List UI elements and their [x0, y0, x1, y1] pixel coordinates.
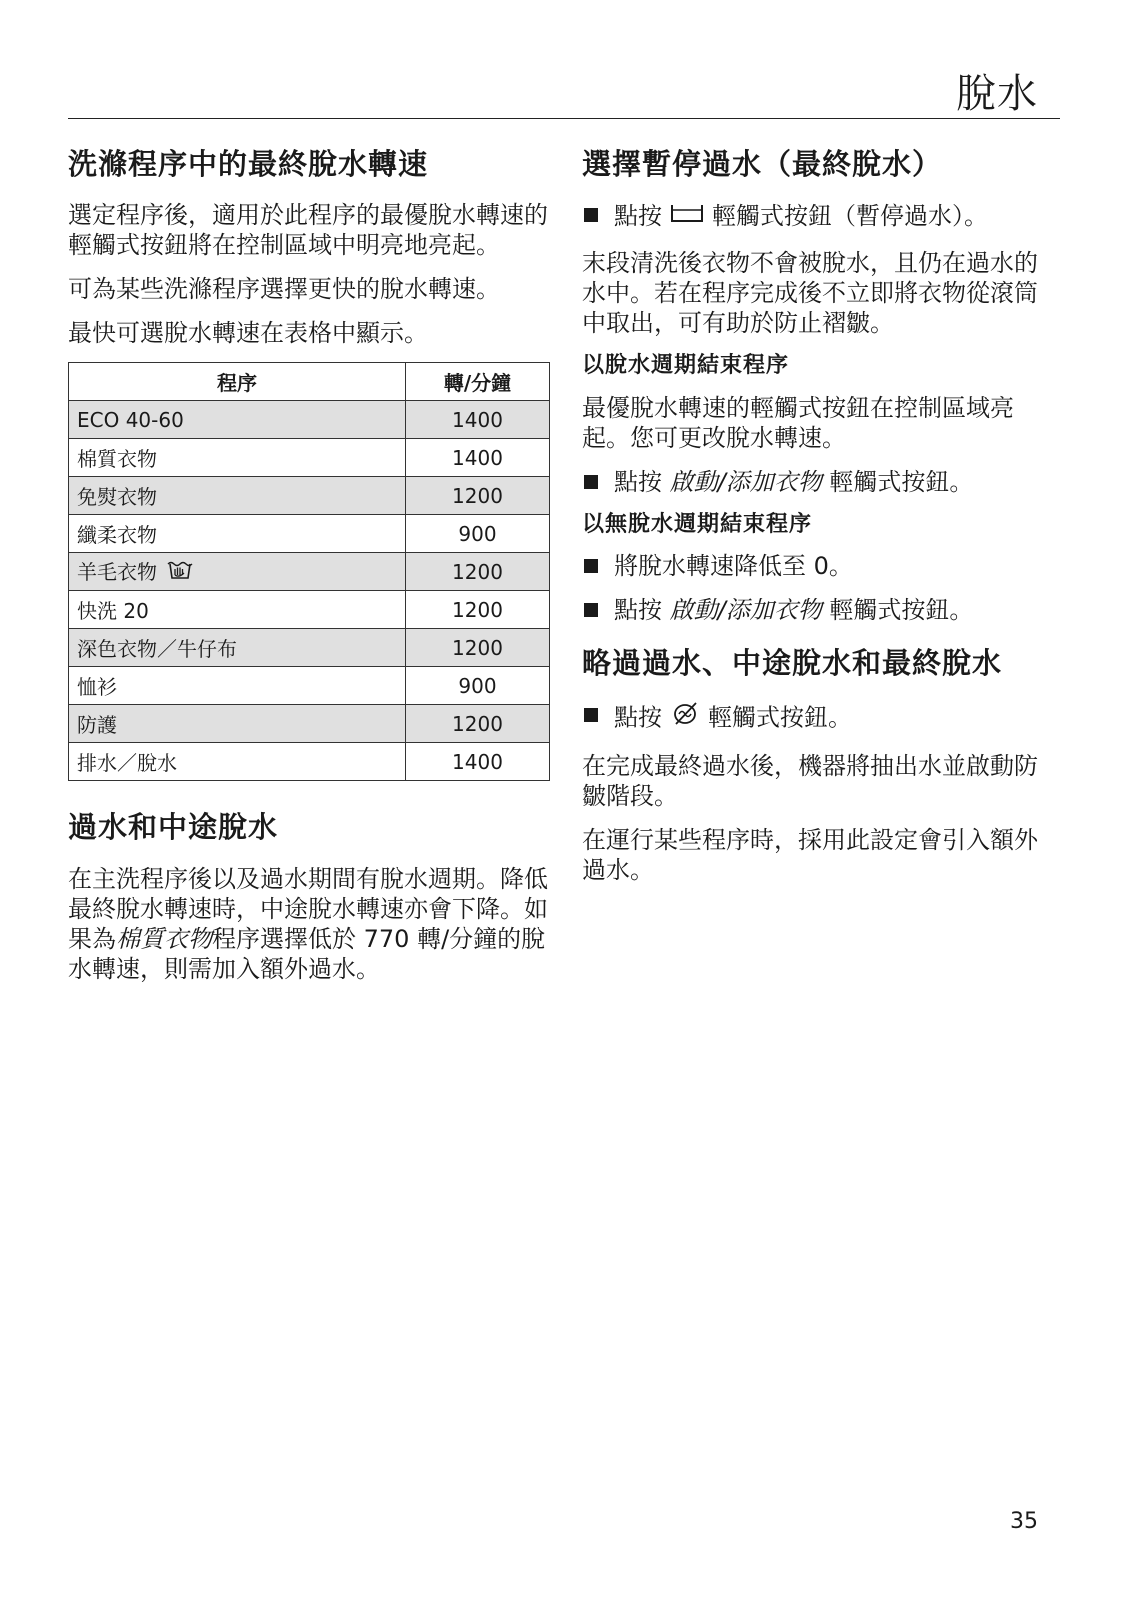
table-row	[69, 705, 550, 743]
column-header-program: 程序	[69, 363, 406, 401]
spin-speed-table	[68, 362, 550, 781]
subheading-end-without-spin: 以無脫水週期結束程序	[582, 511, 813, 537]
table-row	[69, 401, 550, 439]
table-row	[69, 591, 550, 629]
rpm-cell: 1400	[406, 743, 550, 781]
program-cell: 快洗 20	[69, 591, 406, 629]
table-row	[69, 629, 550, 667]
section-heading-rinse-interim-spin: 過水和中途脫水	[68, 810, 279, 845]
paragraph: 在運行某些程序時，採用此設定會引入額外過水。	[582, 825, 1038, 884]
rpm-cell: 1200	[406, 629, 550, 667]
bullet-text-post: 輕觸式按鈕。	[829, 467, 974, 496]
bullet-text-pre: 點按	[614, 202, 662, 231]
rpm-cell: 1200	[406, 591, 550, 629]
program-cell: 排水／脫水	[69, 743, 406, 781]
subheading-end-with-spin: 以脫水週期結束程序	[582, 353, 790, 379]
rpm-cell: 900	[406, 515, 550, 553]
rpm-cell: 1200	[406, 477, 550, 515]
table-row	[69, 439, 550, 477]
instruction-bullet	[582, 200, 1052, 234]
instruction-bullet	[582, 551, 1052, 581]
bullet-square-icon	[584, 208, 598, 222]
wool-handwash-icon	[167, 558, 193, 585]
program-label: 羊毛衣物	[77, 559, 157, 584]
program-name-emphasis: 棉質衣物	[116, 924, 212, 953]
header-rule	[68, 118, 1060, 119]
rpm-cell: 1200	[406, 553, 550, 591]
section-heading-rinse-hold: 選擇暫停過水（最終脫水）	[582, 147, 943, 181]
paragraph	[68, 864, 550, 984]
bullet-text	[614, 467, 973, 497]
program-cell: ECO 40-60	[69, 401, 406, 439]
rinse-hold-icon	[670, 200, 704, 230]
button-name-emphasis: 啟動/添加衣物	[669, 596, 822, 625]
rpm-cell: 1400	[406, 401, 550, 439]
bullet-square-icon	[584, 603, 598, 617]
left-column	[68, 146, 550, 998]
program-cell: 棉質衣物	[69, 439, 406, 477]
bullet-square-icon	[584, 475, 598, 489]
instruction-bullet	[582, 595, 1052, 625]
bullet-text	[614, 700, 852, 737]
bullet-text-post: 輕觸式按鈕。	[829, 596, 974, 625]
table-row	[69, 553, 550, 591]
table-row	[69, 477, 550, 515]
instruction-bullet	[582, 700, 1052, 737]
paragraph: 末段清洗後衣物不會被脫水，且仍在過水的水中。若在程序完成後不立即將衣物從滾筒中取出，可有助於防止褶皺。	[582, 249, 1038, 338]
bullet-square-icon	[584, 708, 598, 722]
program-cell: 恤衫	[69, 667, 406, 705]
program-cell: 免熨衣物	[69, 477, 406, 515]
paragraph: 在完成最終過水後，機器將抽出水並啟動防皺階段。	[582, 751, 1038, 810]
page-header-title: 脫水	[956, 71, 1038, 117]
bullet-text-pre: 點按	[614, 467, 662, 496]
table-header-row	[69, 363, 550, 401]
paragraph: 最快可選脫水轉速在表格中顯示。	[68, 319, 428, 348]
program-cell: 深色衣物／牛仔布	[69, 629, 406, 667]
table-row	[69, 743, 550, 781]
right-column	[582, 146, 1052, 899]
program-cell	[69, 553, 406, 591]
paragraph-text: 程序選擇低於 770 轉/分鐘的脫水轉速，則需加入額外過水。	[68, 924, 546, 983]
instruction-bullet	[582, 467, 1052, 497]
section-heading-final-spin: 洗滌程序中的最終脫水轉速	[68, 147, 429, 181]
bullet-text	[614, 200, 988, 234]
button-name-emphasis: 啟動/添加衣物	[669, 467, 822, 496]
rpm-cell: 1200	[406, 705, 550, 743]
bullet-text	[614, 595, 973, 625]
program-cell: 防護	[69, 705, 406, 743]
bullet-square-icon	[584, 559, 598, 573]
section-heading-skip-rinse-spin: 略過過水、中途脫水和最終脫水	[582, 646, 1003, 681]
no-spin-icon	[670, 700, 700, 733]
paragraph: 選定程序後，適用於此程序的最優脫水轉速的輕觸式按鈕將在控制區域中明亮地亮起。	[68, 201, 548, 260]
rpm-cell: 900	[406, 667, 550, 705]
page-number: 35	[1010, 1509, 1038, 1534]
bullet-text-post: 輕觸式按鈕（暫停過水）。	[712, 202, 988, 231]
program-cell: 纖柔衣物	[69, 515, 406, 553]
table-row	[69, 667, 550, 705]
column-header-rpm: 轉/分鐘	[406, 363, 550, 401]
table-row	[69, 515, 550, 553]
bullet-text-pre: 點按	[614, 596, 662, 625]
paragraph: 可為某些洗滌程序選擇更快的脫水轉速。	[68, 275, 500, 304]
rpm-cell: 1400	[406, 439, 550, 477]
paragraph-text: 在主洗程序後以及過水期間有脫水週期。降低最終脫水轉速時，中途脫水轉速亦會下降。如果為	[68, 864, 548, 953]
bullet-text-pre: 點按	[614, 703, 662, 732]
bullet-text-post: 輕觸式按鈕。	[708, 703, 852, 732]
bullet-text: 將脫水轉速降低至 0。	[614, 552, 853, 581]
paragraph: 最優脫水轉速的輕觸式按鈕在控制區域亮起。您可更改脫水轉速。	[582, 393, 1014, 452]
